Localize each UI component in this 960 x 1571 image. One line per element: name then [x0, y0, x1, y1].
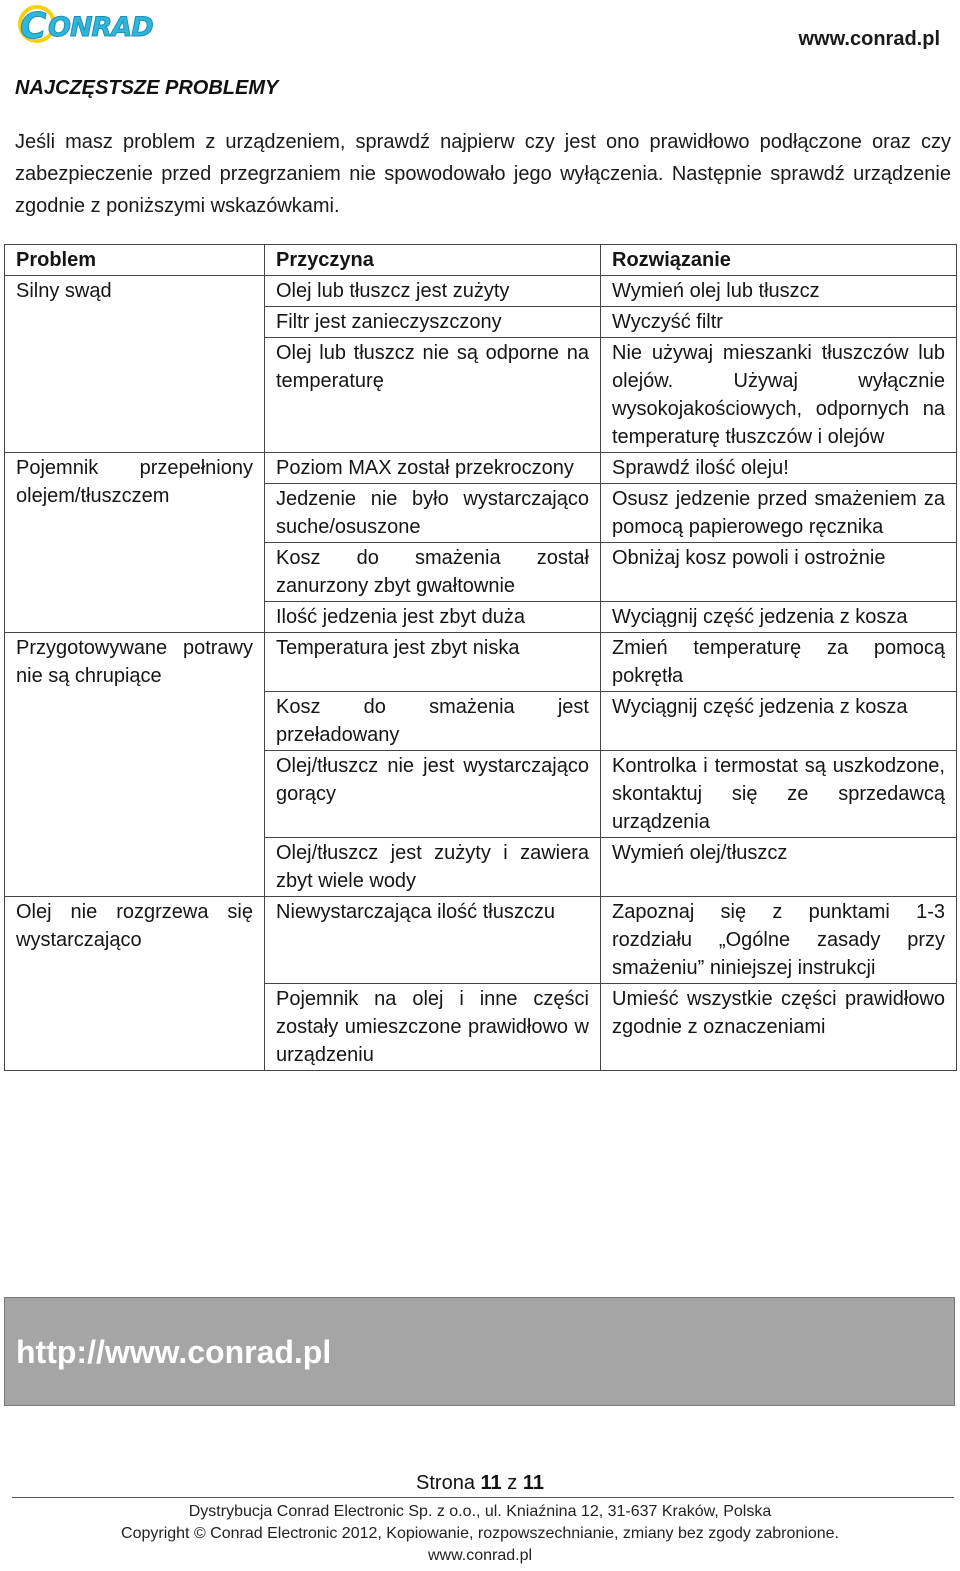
cause-cell: Jedzenie nie było wystarczająco suche/osuszone	[265, 484, 601, 543]
problem-cell: Olej nie rozgrzewa się wystarczająco	[5, 897, 265, 1071]
header-cause: Przyczyna	[265, 245, 601, 276]
header-problem: Problem	[5, 245, 265, 276]
solution-cell: Osusz jedzenie przed smażeniem za pomocą papierowego ręcznika	[601, 484, 957, 543]
footer-banner	[4, 1297, 955, 1406]
troubleshooting-table	[4, 244, 957, 1071]
cause-cell: Olej lub tłuszcz jest zużyty	[265, 276, 601, 307]
page-number-prefix: Strona	[416, 1472, 475, 1494]
cause-cell: Filtr jest zanieczyszczony	[265, 307, 601, 338]
intro-paragraph: Jeśli masz problem z urządzeniem, sprawdź najpierw czy jest ono prawidłowo podłączone oraz czy zabezpieczenie przed przegrzaniem nie spowodowało jego wyłączenia. Następnie sprawdź urządzenie zgodnie z poniższymi wskazówkami.	[15, 131, 951, 217]
problem-cell: Silny swąd	[5, 276, 265, 453]
page-number	[0, 1472, 960, 1495]
solution-cell: Umieść wszystkie części prawidłowo zgodnie z oznaczeniami	[601, 984, 957, 1071]
footer-text	[0, 1501, 960, 1567]
cause-cell: Olej lub tłuszcz nie są odporne na temperaturę	[265, 338, 601, 453]
svg-text:ONRAD: ONRAD	[48, 12, 153, 43]
svg-text:C: C	[20, 6, 47, 44]
cause-cell: Pojemnik na olej i inne części zostały umieszczone prawidłowo w urządzeniu	[265, 984, 601, 1071]
cause-cell: Kosz do smażenia jest przeładowany	[265, 692, 601, 751]
solution-cell: Kontrolka i termostat są uszkodzone, skontaktuj się ze sprzedawcą urządzenia	[601, 751, 957, 838]
table-row	[5, 897, 957, 984]
page-number-current: 11	[480, 1472, 502, 1494]
problem-cell: Przygotowywane potrawy nie są chrupiące	[5, 633, 265, 897]
footer-banner-url[interactable]: http://www.conrad.pl	[16, 1334, 332, 1370]
cause-cell: Niewystarczająca ilość tłuszczu	[265, 897, 601, 984]
solution-cell: Wyciągnij część jedzenia z kosza	[601, 692, 957, 751]
conrad-logo	[16, 2, 176, 44]
table-row	[5, 276, 957, 307]
header-solution: Rozwiązanie	[601, 245, 957, 276]
page-number-total: 11	[522, 1472, 544, 1494]
footer-divider	[12, 1497, 954, 1498]
footer-copyright-line: Copyright © Conrad Electronic 2012, Kopiowanie, rozpowszechnianie, zmiany bez zgody zabronione.	[121, 1525, 839, 1542]
solution-cell: Wyczyść filtr	[601, 307, 957, 338]
section-title: NAJCZĘSTSZE PROBLEMY	[15, 77, 279, 99]
cause-cell: Ilość jedzenia jest zbyt duża	[265, 602, 601, 633]
footer-url-line[interactable]: www.conrad.pl	[427, 1547, 533, 1564]
footer-distribution-line: Dystrybucja Conrad Electronic Sp. z o.o., ul. Kniaźnina 12, 31-637 Kraków, Polska	[188, 1503, 772, 1520]
cause-cell: Kosz do smażenia został zanurzony zbyt gwałtownie	[265, 543, 601, 602]
page-number-separator: z	[507, 1472, 518, 1494]
table-row	[5, 633, 957, 692]
table-row	[5, 453, 957, 484]
solution-cell: Zmień temperaturę za pomocą pokrętła	[601, 633, 957, 692]
cause-cell: Poziom MAX został przekroczony	[265, 453, 601, 484]
solution-cell: Sprawdź ilość oleju!	[601, 453, 957, 484]
solution-cell: Nie używaj mieszanki tłuszczów lub olejów. Używaj wyłącznie wysokojakościowych, odpornych na temperaturę tłuszczów i olejów	[601, 338, 957, 453]
solution-cell: Zapoznaj się z punktami 1-3 rozdziału „Ogólne zasady przy smażeniu” niniejszej instrukcji	[601, 897, 957, 984]
cause-cell: Olej/tłuszcz nie jest wystarczająco gorący	[265, 751, 601, 838]
table-header-row	[5, 245, 957, 276]
header-site-url: www.conrad.pl	[798, 28, 940, 50]
solution-cell: Wyciągnij część jedzenia z kosza	[601, 602, 957, 633]
problem-cell: Pojemnik przepełniony olejem/tłuszczem	[5, 453, 265, 633]
solution-cell: Wymień olej lub tłuszcz	[601, 276, 957, 307]
cause-cell: Temperatura jest zbyt niska	[265, 633, 601, 692]
solution-cell: Obniżaj kosz powoli i ostrożnie	[601, 543, 957, 602]
solution-cell: Wymień olej/tłuszcz	[601, 838, 957, 897]
cause-cell: Olej/tłuszcz jest zużyty i zawiera zbyt wiele wody	[265, 838, 601, 897]
